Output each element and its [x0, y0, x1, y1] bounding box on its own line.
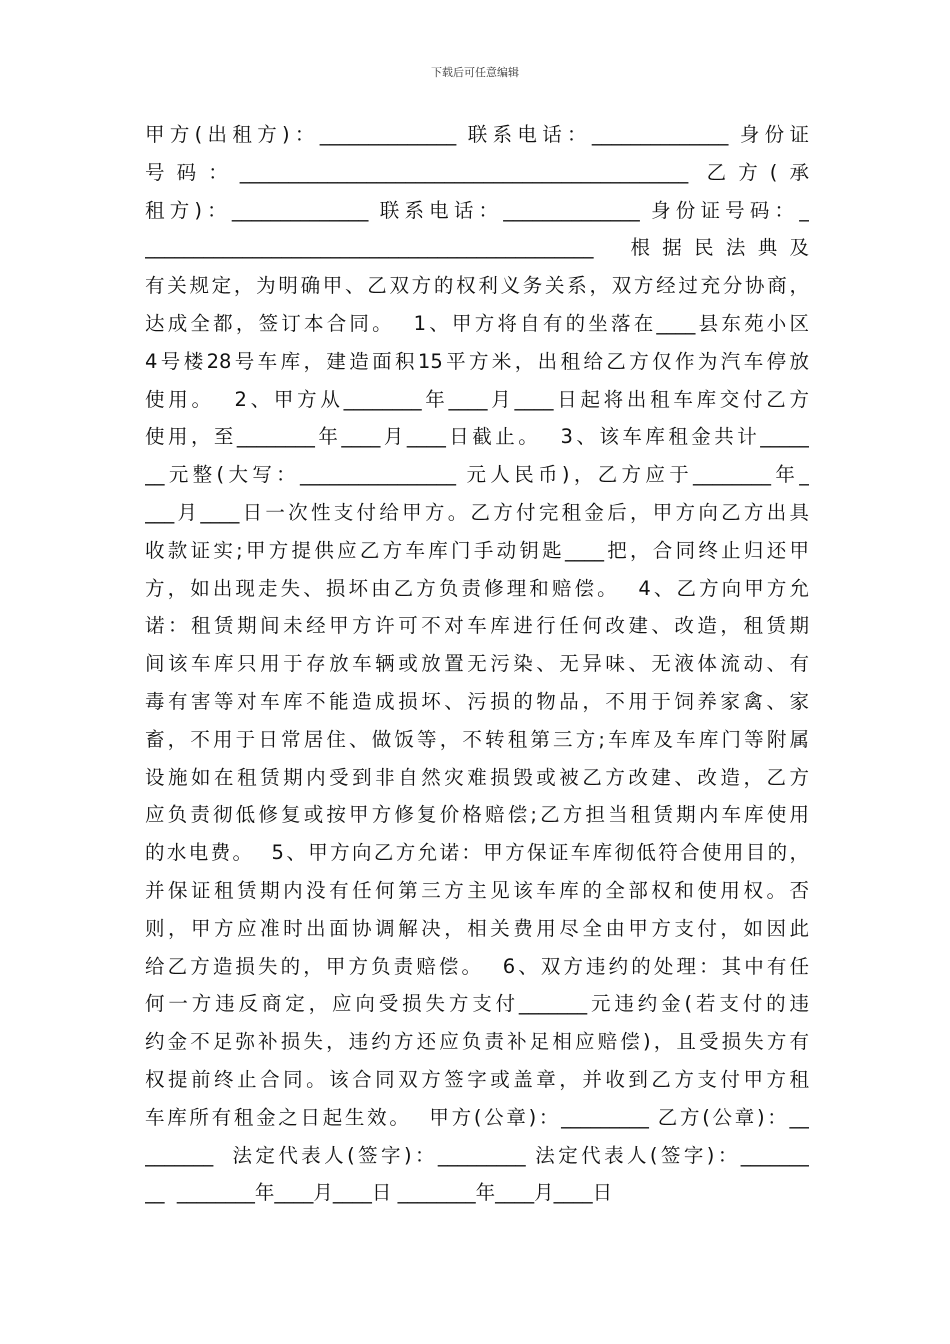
body-line: 的水电费。 5、甲方向乙方允诺：甲方保证车库彻低符合使用目的， [145, 841, 809, 865]
body-line: 4号楼28号车库，建造面积15平方米，出租给乙方仅作为汽车停放 [145, 349, 809, 373]
body-line: 号码：______________________________________________ 乙方(承 [145, 160, 809, 184]
body-line: 租方)：______________ 联系电话：______________ 身份证号码：_ [145, 198, 809, 222]
body-line: __元整(大写：________________ 元人民币)，乙方应于________年_ [145, 463, 809, 487]
body-line: 诺：租赁期间未经甲方许可不对车库进行任何改建、改造，租赁期 [145, 614, 809, 638]
body-line-last: __ ________年____月____日 ________年____月____日 [145, 1181, 613, 1205]
contract-body [145, 116, 809, 1212]
body-line: 使用，至________年____月____日截止。 3、该车库租金共计_____ [145, 425, 809, 449]
body-line: ___月____日一次性支付给甲方。乙方付完租金后，甲方向乙方出具 [145, 500, 809, 524]
body-line: 应负责彻低修复或按甲方修复价格赔偿;乙方担当租赁期内车库使用 [145, 803, 809, 827]
body-line: 权提前终止合同。该合同双方签字或盖章，并收到乙方支付甲方租 [145, 1067, 809, 1091]
body-line: ______________________________________________ 根据民法典及 [145, 236, 809, 260]
body-line: 达成全都，签订本合同。 1、甲方将自有的坐落在____县东苑小区 [145, 311, 809, 335]
page-header-note: 下载后可任意编辑 [431, 66, 519, 79]
body-line: 则，甲方应准时出面协调解决，相关费用尽全由甲方支付，如因此 [145, 916, 809, 940]
body-line: 约金不足弥补损失，违约方还应负责补足相应赔偿)，且受损失方有 [145, 1030, 809, 1054]
body-line: 有关规定，为明确甲、乙双方的权利义务关系，双方经过充分协商， [145, 274, 809, 298]
body-line: 给乙方造损失的，甲方负责赔偿。 6、双方违约的处理：其中有任 [145, 954, 809, 978]
body-line: 毒有害等对车库不能造成损坏、污损的物品，不用于饲养家禽、家 [145, 689, 809, 713]
body-line: 并保证租赁期内没有任何第三方主见该车库的全部权和使用权。否 [145, 878, 809, 902]
body-line: 设施如在租赁期内受到非自然灾难损毁或被乙方改建、改造，乙方 [145, 765, 809, 789]
body-line: _______ 法定代表人(签字)：_________ 法定代表人(签字)：_______ [145, 1143, 809, 1167]
body-line: 畜，不用于日常居住、做饭等，不转租第三方;车库及车库门等附属 [145, 727, 809, 751]
body-line: 间该车库只用于存放车辆或放置无污染、无异味、无液体流动、有 [145, 652, 809, 676]
body-line: 方，如出现走失、损坏由乙方负责修理和赔偿。 4、乙方向甲方允 [145, 576, 809, 600]
body-line: 使用。 2、甲方从________年____月____日起将出租车库交付乙方 [145, 387, 809, 411]
body-line: 收款证实;甲方提供应乙方车库门手动钥匙____把，合同终止归还甲 [145, 538, 809, 562]
body-line: 车库所有租金之日起生效。 甲方(公章)：_________ 乙方(公章)：__ [145, 1105, 809, 1129]
body-line: 甲方(出租方)：______________ 联系电话：______________ 身份证 [145, 123, 809, 146]
body-line: 何一方违反商定，应向受损失方支付_______元违约金(若支付的违 [145, 992, 809, 1016]
